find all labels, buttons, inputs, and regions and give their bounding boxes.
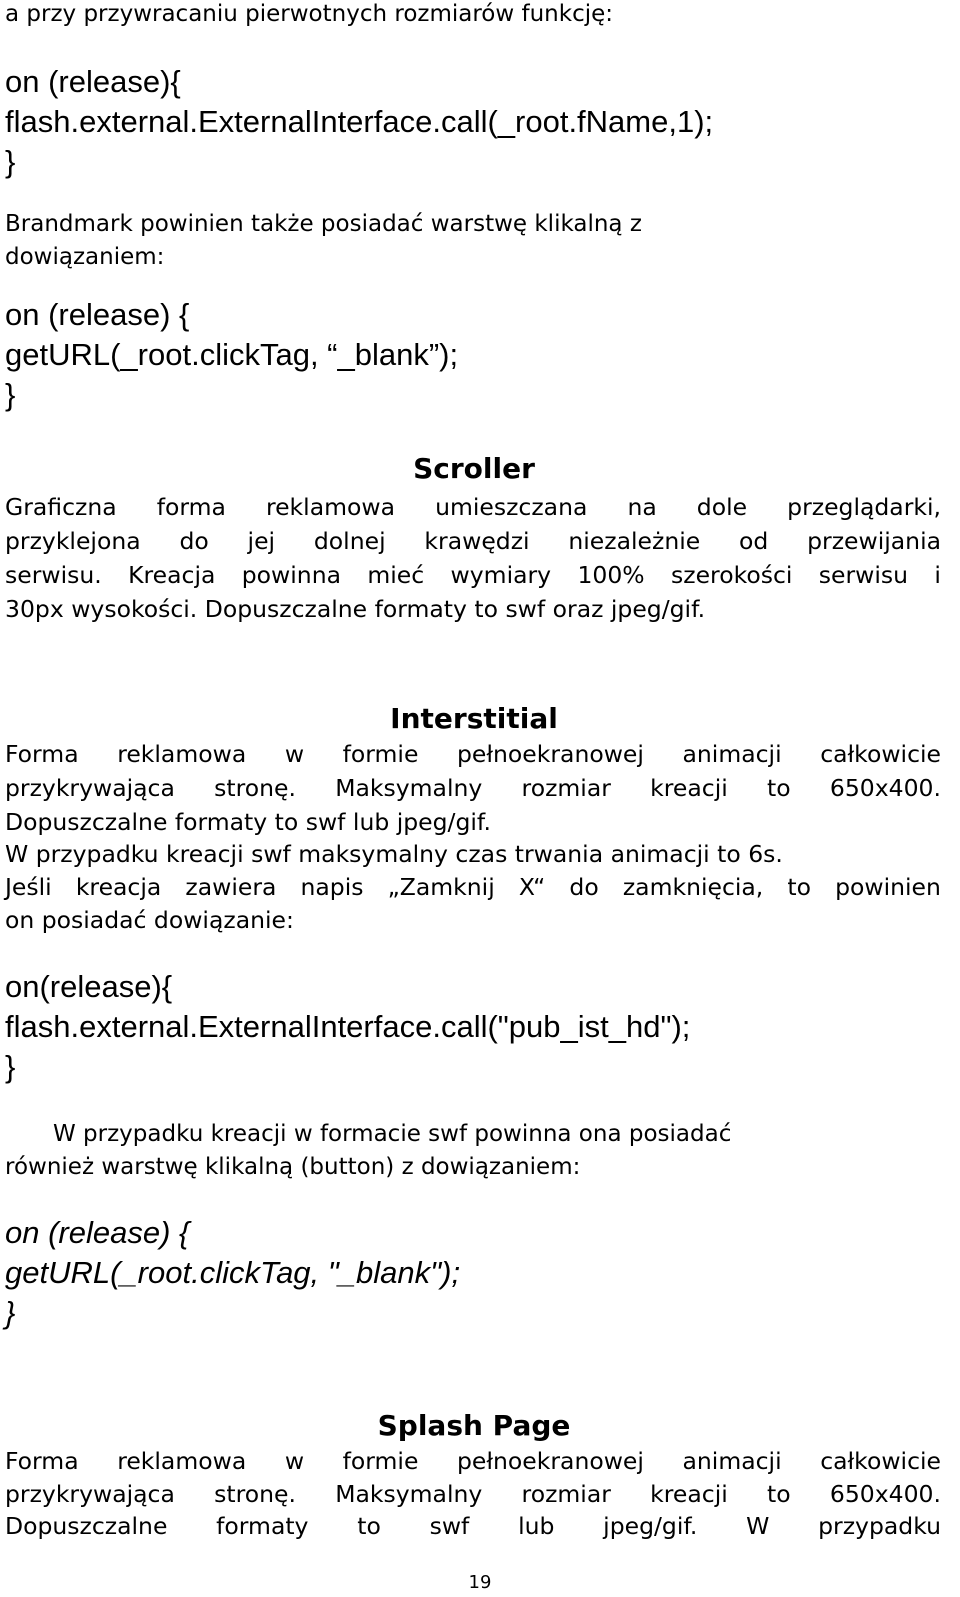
word: X“ — [518, 873, 546, 901]
word: reklamowa — [117, 1447, 247, 1475]
word: formie — [342, 740, 419, 768]
word: to — [357, 1512, 381, 1540]
paragraph-line: W przypadku kreacji w formacie swf powinna ona posiadać — [53, 1121, 732, 1147]
word: niezależnie — [568, 527, 701, 555]
page-number: 19 — [468, 1572, 492, 1593]
code-line: on (release) { — [5, 297, 190, 332]
code-line: on (release){ — [5, 64, 181, 99]
word: reklamowa — [265, 493, 395, 521]
paragraph-line: 30px wysokości. Dopuszczalne formaty to swf oraz jpeg/gif. — [5, 595, 706, 623]
scroller-line-1 — [5, 493, 941, 521]
word: Jeśli — [5, 873, 52, 901]
paragraph-line: również warstwę klikalną (button) z dowiązaniem: — [5, 1154, 581, 1180]
paragraph-line: W przypadku kreacji swf maksymalny czas trwania animacji to 6s. — [5, 840, 783, 868]
word: szerokości — [671, 561, 793, 589]
word: przypadku — [818, 1512, 941, 1540]
word: jej — [247, 527, 276, 555]
word: „Zamknij — [387, 873, 495, 901]
word: to — [767, 774, 791, 802]
word: całkowicie — [820, 1447, 941, 1475]
section-heading-interstitial: Interstitial — [390, 702, 558, 735]
word: dolnej — [313, 527, 386, 555]
word: forma — [156, 493, 226, 521]
word: reklamowa — [117, 740, 247, 768]
word: przeglądarki, — [787, 493, 941, 521]
interstitial-line-5 — [5, 873, 941, 901]
word: całkowicie — [820, 740, 941, 768]
word: przykrywająca — [5, 1480, 175, 1508]
word: powinna — [241, 561, 341, 589]
word: animacji — [682, 740, 782, 768]
word: 650x400. — [829, 774, 941, 802]
splash-line-2 — [5, 1480, 941, 1508]
word: swf — [429, 1512, 470, 1540]
word: zawiera — [185, 873, 277, 901]
word: Maksymalny — [335, 1480, 483, 1508]
word: Forma — [5, 1447, 79, 1475]
code-line: } — [5, 1295, 16, 1330]
word: pełnoekranowej — [456, 740, 644, 768]
word: Graficzna — [5, 493, 117, 521]
word: kreacji — [650, 1480, 728, 1508]
word: wymiary — [450, 561, 552, 589]
word: przewijania — [807, 527, 941, 555]
code-line: flash.external.ExternalInterface.call(_root.fName,1); — [5, 104, 714, 139]
word: powinien — [835, 873, 941, 901]
word: serwisu — [818, 561, 909, 589]
word: Dopuszczalne — [5, 1512, 168, 1540]
word: Forma — [5, 740, 79, 768]
code-line: on (release) { — [5, 1215, 190, 1250]
word: stronę. — [214, 774, 296, 802]
paragraph-line: dowiązaniem: — [5, 244, 165, 270]
word: animacji — [682, 1447, 782, 1475]
word: umieszczana — [435, 493, 588, 521]
word: na — [627, 493, 657, 521]
word: stronę. — [214, 1480, 296, 1508]
word: 100% — [577, 561, 645, 589]
splash-line-1 — [5, 1447, 941, 1475]
code-line: getURL(_root.clickTag, "_blank"); — [5, 1255, 461, 1290]
word: formaty — [216, 1512, 309, 1540]
scroller-line-3 — [5, 561, 941, 589]
word: rozmiar — [521, 774, 611, 802]
word: napis — [300, 873, 364, 901]
word: 650x400. — [829, 1480, 941, 1508]
word: krawędzi — [424, 527, 530, 555]
scroller-line-2 — [5, 527, 941, 555]
word: i — [934, 561, 941, 589]
word: mieć — [367, 561, 425, 589]
word: od — [739, 527, 769, 555]
code-line: } — [5, 144, 16, 179]
code-line: } — [5, 377, 16, 412]
code-line: on(release){ — [5, 969, 173, 1004]
word: serwisu. — [5, 561, 102, 589]
paragraph-line: Brandmark powinien także posiadać warstwę klikalną z — [5, 211, 642, 237]
word: do — [179, 527, 209, 555]
paragraph-line: on posiadać dowiązanie: — [5, 906, 294, 934]
interstitial-line-2 — [5, 774, 941, 802]
word: dole — [696, 493, 748, 521]
intro-line: a przy przywracaniu pierwotnych rozmiarów funkcję: — [5, 1, 614, 27]
word: w — [284, 1447, 305, 1475]
code-line: flash.external.ExternalInterface.call("pub_ist_hd"); — [5, 1009, 691, 1044]
word: lub — [518, 1512, 555, 1540]
word: Kreacja — [128, 561, 216, 589]
section-heading-splash-page: Splash Page — [377, 1409, 571, 1442]
code-line: getURL(_root.clickTag, “_blank”); — [5, 337, 459, 372]
word: to — [767, 1480, 791, 1508]
word: pełnoekranowej — [456, 1447, 644, 1475]
paragraph-line: Dopuszczalne formaty to swf lub jpeg/gif. — [5, 808, 491, 836]
word: to — [787, 873, 811, 901]
word: do — [569, 873, 599, 901]
word: Maksymalny — [335, 774, 483, 802]
word: przyklejona — [5, 527, 141, 555]
splash-line-3 — [5, 1512, 941, 1540]
word: rozmiar — [521, 1480, 611, 1508]
word: zamknięcia, — [622, 873, 764, 901]
section-heading-scroller: Scroller — [413, 452, 535, 485]
word: W — [746, 1512, 770, 1540]
code-line: } — [5, 1049, 16, 1084]
interstitial-line-1 — [5, 740, 941, 768]
word: przykrywająca — [5, 774, 175, 802]
word: w — [284, 740, 305, 768]
word: jpeg/gif. — [603, 1512, 698, 1540]
word: kreacji — [650, 774, 728, 802]
word: kreacja — [75, 873, 162, 901]
word: formie — [342, 1447, 419, 1475]
